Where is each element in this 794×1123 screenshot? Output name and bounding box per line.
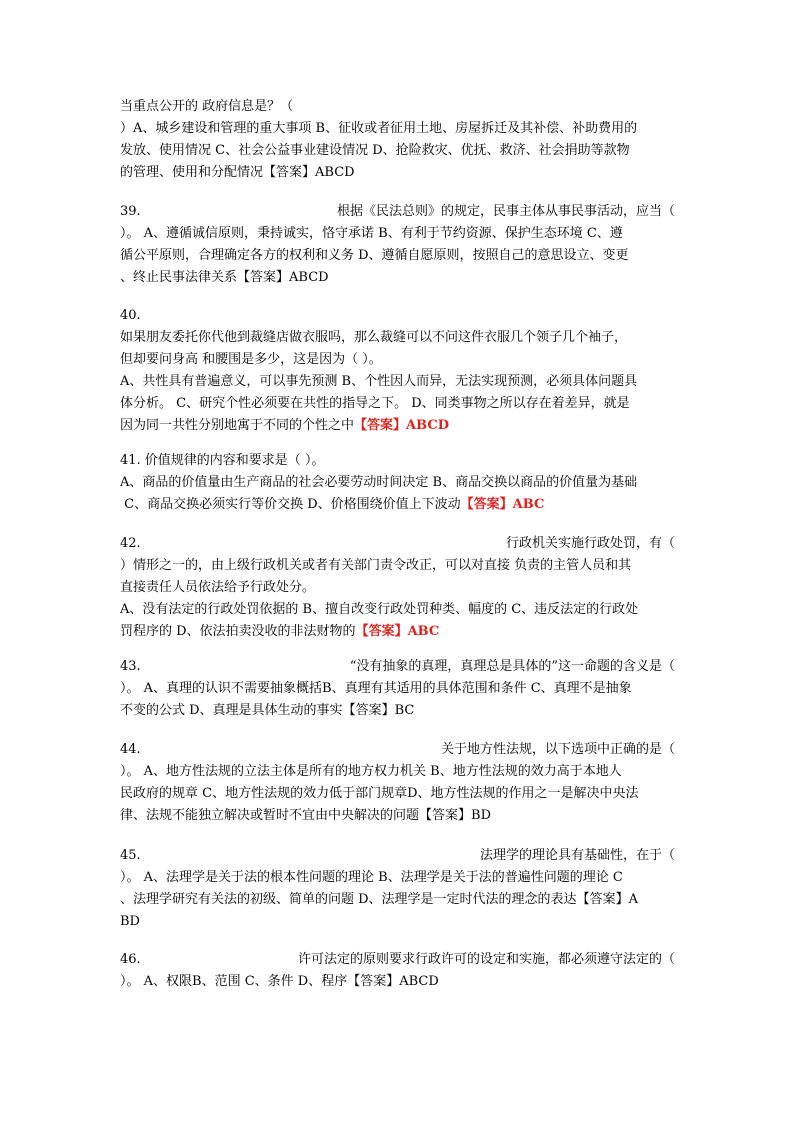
text-line: 律、法规不能独立解决或暂时不宜由中央解决的问题【答案】BD [120,808,492,823]
text-line: 民政府的规章 C、地方性法规的效力低于部门规章D、地方性法规的作用之一是解决中央法 [120,786,639,801]
text-line: 当重点公开的 政府信息是？（ [120,99,294,114]
question-stem: 根据《民法总则》的规定，民事主体从事民事活动，应当（ [336,204,675,219]
answer-value: BD [471,808,492,823]
answer-label: 【答案】 [419,808,472,823]
answer-value: A [628,892,638,907]
text-line: C、商品交换必须实行等价交换 D、价格围绕价值上下波动【答案】ABC [120,497,545,512]
answer-value: ABCD [406,418,449,433]
text-line: ）。 A、遵循诚信原则，秉持诚实，恪守承诺 B、有利于节约资源、保护生态环境 C、遵 [120,226,623,241]
text-line: ）A、城乡建设和管理的重大事项 B、征收或者征用土地、房屋拆迁及其补偿、补助费用的 [120,121,638,136]
answer-label: 【答案】 [576,892,629,907]
answer-label: 【答案】 [354,418,407,433]
question-number: 39. [120,204,141,219]
text-line: 、终止民事法律关系【答案】ABCD [120,270,329,285]
question-number: 46. [120,952,141,967]
question-header [120,533,675,555]
answer-value: ABC [407,624,440,639]
question-39 [120,201,675,289]
text-line: 罚程序的 D、依法拍卖没收的非法财物的【答案】ABC [120,624,440,639]
question-stem: 许可法定的原则要求行政许可的设定和实施，都必须遵守法定的（ [297,952,675,967]
text-line: 循公平原则，合理确定各方的权利和义务 D、遵循自愿原则，按照自己的意思设立、变更 [120,248,629,263]
question-42 [120,533,675,643]
question-number: 45. [120,848,141,863]
text-line: A、商品的价值量由生产商品的社会必要劳动时间决定 B、商品交换以商品的价值量为基础 [120,475,638,490]
text-line: 发放、使用情况 C、社会公益事业建设情况 D、抢险救灾、优抚、救济、社会捐助等款物 [120,143,630,158]
question-45 [120,845,675,933]
text-line: 、法理学研究有关法的初级、简单的问题 D、法理学是一定时代法的理念的表达【答案】A [120,892,638,907]
text-line: ）。 A、地方性法规的立法主体是所有的地方权力机关 B、地方性法规的效力高于本地人 [120,764,622,779]
text-line: A、没有法定的行政处罚依据的 B、擅自改变行政处罚种类、幅度的 C、违反法定的行政处 [120,602,639,617]
question-44 [120,739,675,827]
question-41 [120,450,675,516]
answer-label: 【答案】 [342,703,395,718]
answer-value: ABCD [315,165,355,180]
answer-value: ABC [512,497,545,512]
text-line: ）情形之一的，由上级行政机关或者有关部门责令改正，可以对直接 负责的主管人员和其 [120,558,632,573]
question-number: 42. [120,536,141,551]
question-stem: 行政机关实施行政处罚，有（ [505,536,675,551]
question-header [120,949,675,971]
text-line: 不变的公式 D、真理是具体生动的事实【答案】BC [120,703,415,718]
question-stem: 法理学的理论具有基础性，在于（ [479,848,675,863]
answer-value: BC [394,703,415,718]
question-46 [120,949,675,993]
question-header [120,845,675,867]
question-number: 40. [120,308,141,323]
question-header [120,201,675,223]
answer-value: ABCD [289,270,329,285]
text-line: ）。 A、真理的认识不需要抽象概括B、真理有其适用的具体范围和条件 C、真理不是抽象 [120,681,632,696]
question-stem: 41. 价值规律的内容和要求是（ ）。 [120,453,325,468]
text-line: ）。 A、法理学是关于法的根本性问题的理论 B、法理学是关于法的普遍性问题的理论 C [120,870,623,885]
text-line: 的管理、使用和分配情况【答案】ABCD [120,165,355,180]
question-number: 44. [120,742,141,757]
question-stem: “没有抽象的真理，真理总是具体的”这一命题的含义是（ [349,659,675,674]
question-header [120,739,675,761]
answer-label: 【答案】 [237,270,290,285]
question-header [120,656,675,678]
question-stem: 如果朋友委托你代他到裁缝店做衣服吗，那么裁缝可以不问这件衣服几个领子几个袖子， [120,330,628,345]
answer-value: ABCD [399,974,439,989]
answer-value-continued: BD [120,914,140,929]
text-line: 但却要问身高 和腰围是多少，这是因为（ ）。 [120,352,382,367]
text-line [120,911,675,933]
text-line: 体分析。 C、研究个性必须要在共性的指导之下。 D、同类事物之所以存在着差异，就是 [120,396,630,411]
text-line: ）。 A、权限B、范围 C、条件 D、程序【答案】ABCD [120,974,439,989]
question-38 [120,96,675,184]
text-line: 因为同一共性分别地寓于不同的个性之中【答案】ABCD [120,418,449,433]
answer-label: 【答案】 [263,165,316,180]
question-stem: 关于地方性法规，以下选项中正确的是（ [440,742,675,757]
text-line: A、共性具有普遍意义，可以事先预测 B、个性因人而异，无法实现预测，必须具体问题具 [120,374,638,389]
text-line: 直接责任人员依法给予行政处分。 [120,580,316,595]
question-40 [120,305,675,437]
question-43 [120,656,675,722]
answer-label: 【答案】 [355,624,408,639]
question-number: 43. [120,659,141,674]
answer-label: 【答案】 [347,974,400,989]
answer-label: 【答案】 [460,497,513,512]
